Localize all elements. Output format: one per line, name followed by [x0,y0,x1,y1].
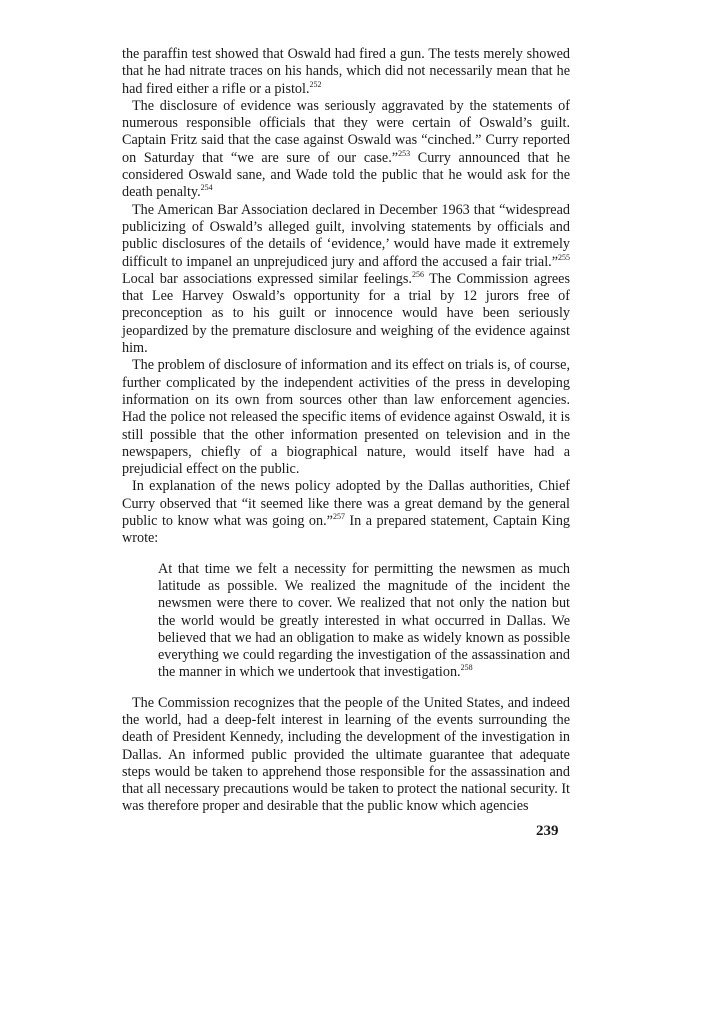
text-run: The Commission agrees that Lee Harvey Oswald’s opportunity for a trial by 12 jurors free of preconception as to his guilt or innocence would have been seriously jeopardized by the premature disclosure and weighing of the evidence against him. [122,270,570,357]
footnote-ref: 254 [200,183,213,193]
text-run: The problem of disclosure of information and its effect on trials is, of course, further complicated by the independent activities of the press in developing information on its own from sources other than law enforcement agencies. Had the police not released the specific items of evidence against Oswald, it is still possible that the other information presented on television and in the newspapers, chiefly of a biographical nature, would itself have had a prejudicial effect on the public. [122,357,570,478]
text-run: The Commission recognizes that the people of the United States, and indeed the world, had a deep-felt interest in learning of the events surrounding the death of President Kennedy, including the development of the investigation in Dallas. An informed public provided the ultimate guarantee that adequate steps would be taken to apprehend those responsible for the assassination and that all necessary precautions would be taken to protect the national security. It was therefore proper and desirable that the public know which agencies [122,694,570,815]
paragraph-p2 [122,98,570,202]
footnote-ref: 256 [411,269,424,279]
text-run: The American Bar Association declared in December 1963 that “widespread publicizing of Oswald’s alleged guilt, involving statements by officials and public disclosures of the details of ‘evidence,’ would have made it extremely difficult to impanel an unprejudiced jury and afford the accused a fair trial.” [122,201,570,270]
footnote-ref: 255 [558,252,570,262]
page-body [122,46,570,816]
footnote-ref: 257 [332,512,345,522]
text-run: Curry announced that he considered Oswald sane, and Wade told the public that he would ask for the death penalty. [122,149,570,201]
paragraph-p3 [122,202,570,358]
paragraph-p6 [122,695,570,816]
page-number: 239 [536,823,559,839]
paragraph-p5 [122,478,570,547]
block-quote [158,561,570,682]
text-run: At that time we felt a necessity for permitting the newsmen as much latitude as possible. We realized the magnitude of the incident the newsmen were there to cover. We realized that not only the nation but the world would be greatly interested in what occurred in Dallas. We believed that we had an obligation to make as widely known as possible everything we could regarding the investigation of the assassination and the manner in which we undertook that investigation. [158,560,570,681]
quote-paragraph [158,561,570,682]
footnote-ref: 253 [398,148,411,158]
footnote-ref: 258 [460,663,473,673]
text-run: In a prepared statement, Captain King wrote: [122,513,571,547]
paragraph-p4 [122,357,570,478]
footnote-ref: 252 [309,79,322,89]
text-run: The disclosure of evidence was seriously aggravated by the statements of numerous responsible officials that they were certain of Oswald’s guilt. Captain Fritz said that the case against Oswald was “cinched.” Curry reported on Saturday that “we are sure of our case.” [122,97,570,166]
text-run: Local bar associations expressed similar feelings. [122,270,412,287]
paragraph-p1 [122,46,570,98]
text-run: In explanation of the news policy adopted by the Dallas authorities, Chief Curry observed that “it seemed like there was a great demand by the general public to know what was going on.” [122,478,570,530]
text-run: the paraffin test showed that Oswald had fired a gun. The tests merely showed that he had nitrate traces on his hands, which did not necessarily mean that he had fired either a rifle or a pistol. [122,46,570,97]
